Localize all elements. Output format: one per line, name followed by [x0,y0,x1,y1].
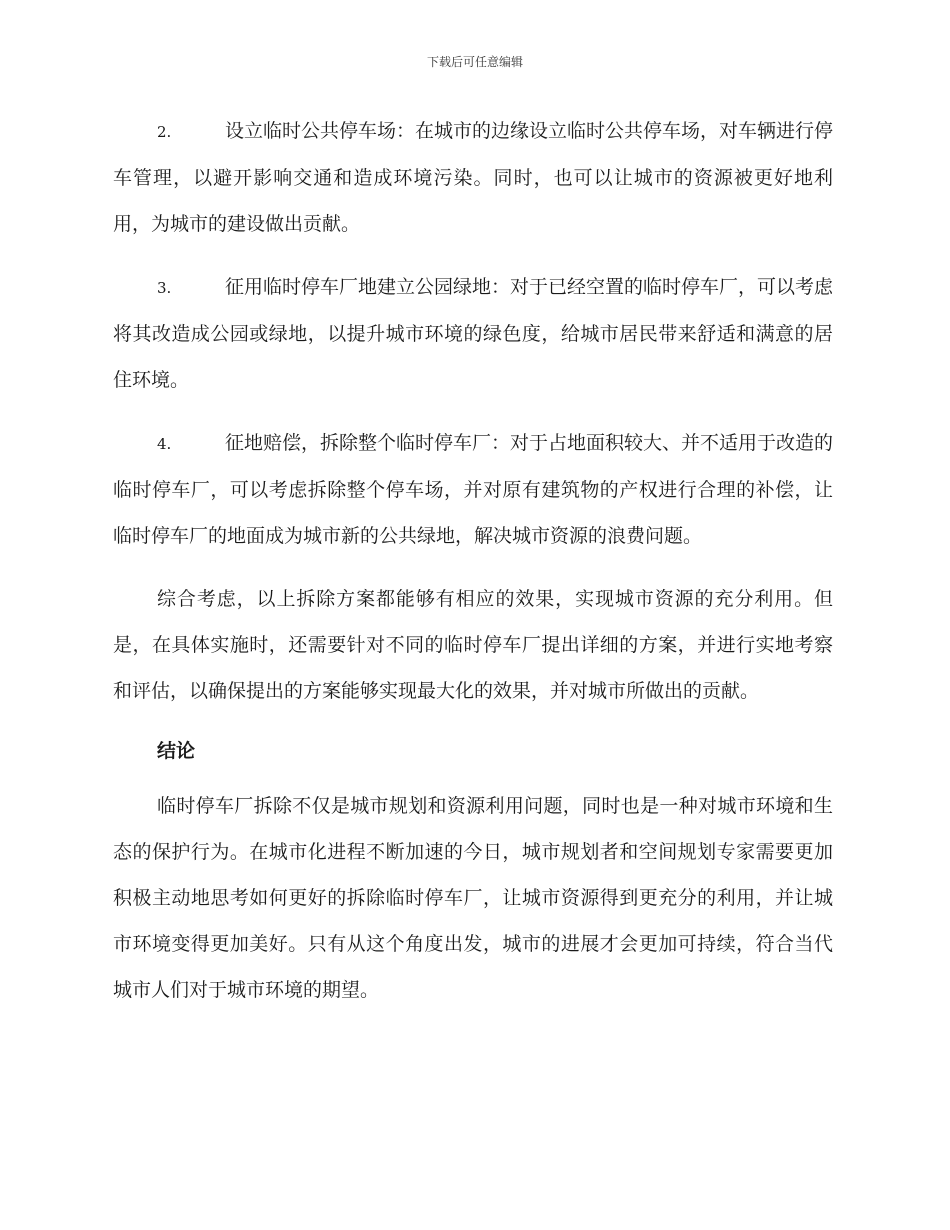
list-item-4 [113,420,833,559]
list-item-text: 征地赔偿，拆除整个临时停车厂：对于占地面积较大、并不适用于改造的临时停车厂，可以考虑拆除整个停车场，并对原有建筑物的产权进行合理的补偿，让临时停车厂的地面成为城市新的公共绿地，解决城市资源的浪费问题。 [113,432,834,547]
list-item-text: 设立临时公共停车场：在城市的边缘设立临时公共停车场，对车辆进行停车管理，以避开影响交通和造成环境污染。同时，也可以让城市的资源被更好地利用，为城市的建设做出贡献。 [113,120,834,235]
list-item-3 [113,264,833,403]
list-item-number: 4. [157,435,172,453]
conclusion-heading: 结论 [157,740,196,762]
list-item-number: 2. [157,123,172,141]
conclusion-paragraph: 临时停车厂拆除不仅是城市规划和资源利用问题，同时也是一种对城市环境和生态的保护行为。在城市化进程不断加速的今日，城市规划者和空间规划专家需要更加积极主动地思考如何更好的拆除临时停车厂，让城市资源得到更充分的利用，并让城市环境变得更加美好。只有从这个角度出发，城市的进展才会更加可持续，符合当代城市人们对于城市环境的期望。 [113,795,833,1001]
list-item-text: 征用临时停车厂地建立公园绿地：对于已经空置的临时停车厂，可以考虑将其改造成公园或绿地，以提升城市环境的绿色度，给城市居民带来舒适和满意的居住环境。 [113,276,834,391]
document-body [113,108,833,1030]
page-header: 下载后可任意编辑 [426,55,523,69]
list-item-2 [113,108,833,247]
summary-paragraph: 综合考虑，以上拆除方案都能够有相应的效果，实现城市资源的充分利用。但是，在具体实施时，还需要针对不同的临时停车厂提出详细的方案，并进行实地考察和评估，以确保提出的方案能够实现最大化的效果，并对城市所做出的贡献。 [113,588,833,702]
list-item-number: 3. [157,279,172,297]
